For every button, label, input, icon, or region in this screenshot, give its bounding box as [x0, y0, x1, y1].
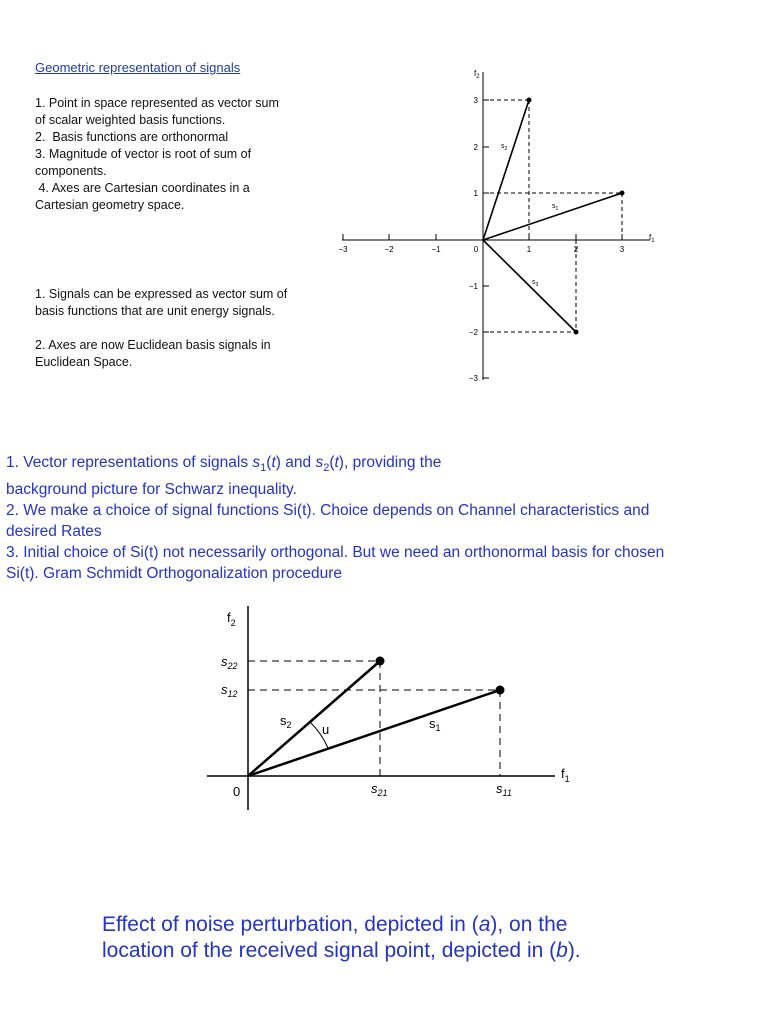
intro-line: of scalar weighted basis functions. — [35, 113, 226, 127]
point-3-line-2: Si(t). Gram Schmidt Orthogonalization procedure — [6, 565, 342, 583]
x-axis-label: $f_1$ — [649, 233, 655, 244]
figure-caption — [102, 912, 702, 964]
intro-line: 2. Basis functions are orthonormal — [35, 130, 229, 144]
y-tick-label: $s_{12}$ — [221, 682, 238, 699]
x-tick-label: $s_{21}$ — [371, 781, 388, 798]
schwarz-points — [6, 452, 756, 584]
vector-label-s2: $s_2$ — [501, 143, 508, 152]
signal-space-chart — [330, 62, 670, 392]
y-tick-label: −3 — [468, 374, 478, 383]
vector-label-s3: $s_3$ — [532, 279, 539, 288]
point-1-line-2: background picture for Schwarz inequality. — [6, 481, 297, 499]
signal-line: 2. Axes are now Euclidean basis signals in — [35, 338, 271, 352]
caption-line-2: location of the received signal point, depicted in (b). — [102, 939, 581, 962]
point-s2 — [376, 657, 385, 666]
origin-label: 0 — [233, 784, 241, 799]
angle-label: u — [322, 722, 330, 737]
intro-line: Cartesian geometry space. — [35, 198, 185, 212]
signal-line: basis functions that are unit energy signals. — [35, 304, 275, 318]
vector-label-s1: $s_1$ — [429, 716, 441, 733]
y-tick-label: $s_{22}$ — [221, 654, 238, 671]
vector-s1 — [483, 193, 622, 240]
intro-line: 3. Magnitude of vector is root of sum of — [35, 147, 252, 161]
point-2-line-1: 2. We make a choice of signal functions Si(t). Choice depends on Channel characteristics and — [6, 502, 650, 520]
y-tick-label: 2 — [473, 143, 478, 152]
signal-line: Euclidean Space. — [35, 355, 133, 369]
x-tick-label: 1 — [526, 245, 532, 254]
y-axis-label: $f_2$ — [227, 610, 236, 628]
intro-text-block — [35, 95, 335, 214]
point-s3 — [574, 330, 579, 335]
x-tick-label: 3 — [619, 245, 625, 254]
vector-s2 — [483, 100, 529, 240]
y-tick-label: 3 — [473, 96, 478, 105]
y-tick-label: −2 — [468, 328, 478, 337]
x-tick-label: $s_{11}$ — [496, 781, 512, 798]
intro-line: 1. Point in space represented as vector sum — [35, 96, 279, 110]
y-tick-label: −1 — [468, 282, 478, 291]
x-tick-label: −3 — [338, 245, 348, 254]
intro-line: 4. Axes are Cartesian coordinates in a — [35, 181, 250, 195]
point-1-line-1: 1. Vector representations of signals $s_1(t)$ and $s_2(t)$, providing the — [6, 454, 442, 475]
x-tick-label: −2 — [384, 245, 394, 254]
vector-label-s1: $s_1$ — [552, 203, 559, 212]
origin-label: 0 — [473, 245, 479, 254]
schwarz-vector-chart — [195, 600, 585, 820]
signal-line: 1. Signals can be expressed as vector sum of — [35, 287, 288, 301]
vector-label-s2: $s_2$ — [280, 713, 292, 730]
y-axis-label: $f_2$ — [474, 69, 480, 80]
caption-line-1: Effect of noise perturbation, depicted in (a), on the — [102, 913, 568, 936]
point-3-line-1: 3. Initial choice of Si(t) not necessarily orthogonal. But we need an orthonormal basis for chosen — [6, 544, 665, 562]
point-2-line-2: desired Rates — [6, 523, 102, 541]
x-tick-label: 2 — [573, 245, 579, 254]
section-heading: Geometric representation of signals — [35, 60, 241, 75]
y-tick-label: 1 — [473, 189, 478, 198]
signal-line — [35, 320, 335, 337]
signal-text-block — [35, 286, 335, 371]
x-tick-label: −1 — [431, 245, 441, 254]
x-axis-label: $f_1$ — [561, 766, 570, 784]
point-s2 — [527, 98, 532, 103]
intro-line: components. — [35, 164, 107, 178]
point-s1 — [620, 191, 625, 196]
point-s1 — [496, 686, 505, 695]
